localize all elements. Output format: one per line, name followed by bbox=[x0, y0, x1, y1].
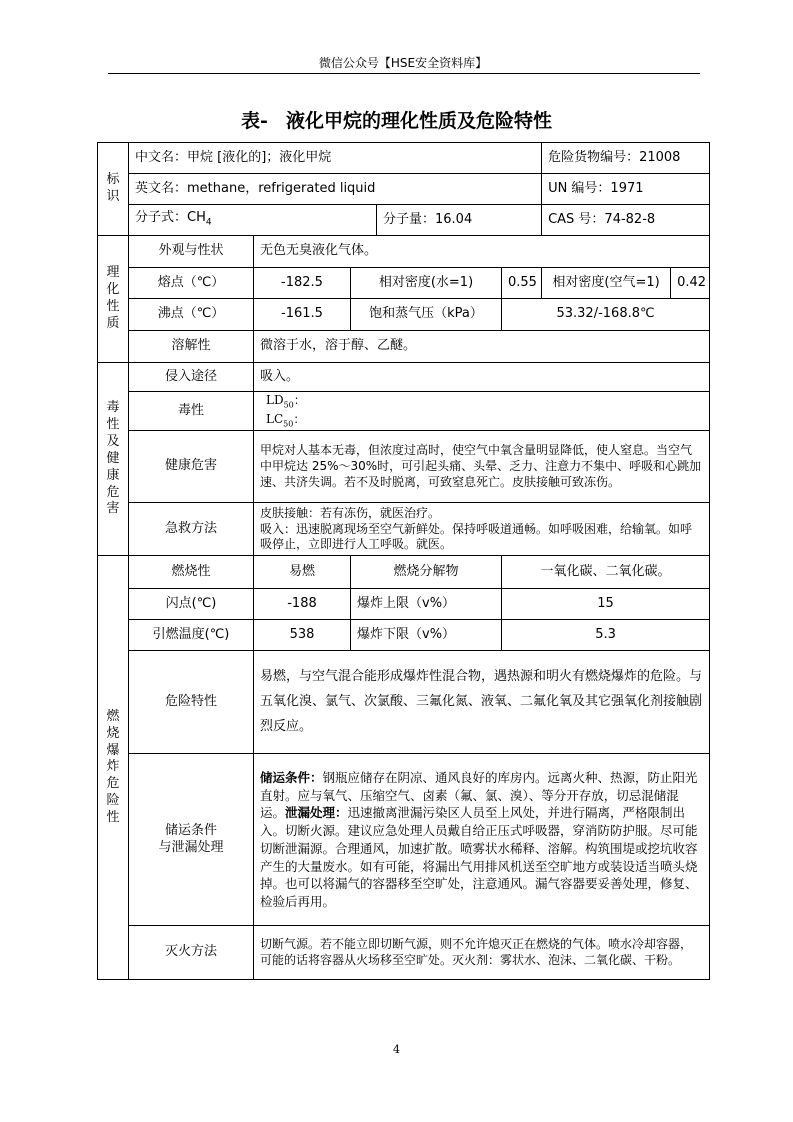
table-row bbox=[98, 556, 710, 589]
lel-label: 爆炸下限（v%） bbox=[351, 620, 502, 651]
table-row bbox=[98, 620, 710, 651]
solubility-value: 微溶于水，溶于醇、乙醚。 bbox=[254, 331, 710, 363]
group-identification: 标 识 bbox=[98, 143, 129, 236]
flammability-label: 燃烧性 bbox=[129, 556, 254, 589]
header-rule bbox=[108, 73, 700, 74]
title-text: 液化甲烷的理化性质及危险特性 bbox=[285, 110, 552, 132]
table-row bbox=[98, 205, 710, 236]
table-row bbox=[98, 143, 710, 174]
page-number: 4 bbox=[393, 1043, 400, 1056]
ld50-line: $LD_{50}$： bbox=[266, 393, 306, 410]
table-row bbox=[98, 926, 710, 980]
appearance-value: 无色无臭液化气体。 bbox=[254, 236, 710, 268]
ignition-value: 538 bbox=[254, 620, 351, 651]
boiling-value: -161.5 bbox=[254, 299, 351, 331]
table-row bbox=[98, 363, 710, 392]
uel-label: 爆炸上限（v%） bbox=[351, 589, 502, 620]
rel-density-air-value: 0.42 bbox=[671, 268, 710, 299]
molecular-weight: 分子量：16.04 bbox=[377, 205, 542, 236]
group-fire: 燃 烧 爆 炸 危 险 性 bbox=[98, 556, 129, 980]
health-value: 甲烷对人基本无毒，但浓度过高时，使空气中氧含量明显降低，使人窒息。当空气中甲烷达 25%～30%时，可引起头痛、头晕、乏力、注意力不集中、呼吸和心跳加速、共济失调。若不及时脱离，可致窒息死亡。皮肤接触可致冻伤。 bbox=[254, 431, 710, 503]
table-row bbox=[98, 331, 710, 363]
products-value: 一氧化碳、二氧化碳。 bbox=[502, 556, 710, 589]
route-value: 吸入。 bbox=[254, 363, 710, 392]
firstaid-label: 急救方法 bbox=[129, 503, 254, 556]
table-row bbox=[98, 651, 710, 754]
en-name: 英文名：methane，refrigerated liquid bbox=[129, 174, 542, 205]
flash-value: -188 bbox=[254, 589, 351, 620]
un-number: UN 编号：1971 bbox=[542, 174, 710, 205]
table-row bbox=[98, 299, 710, 331]
storage-value: 储运条件：钢瓶应储存在阴凉、通风良好的库房内。远离火种、热源，防止阳光直射。应与氧气、压缩空气、卤素（氟、氯、溴）、等分开存放，切忌混储混运。泄漏处理：迅速撤离泄漏污染区人员至上风处，并进行隔离，严格限制出入。切断火源。建议应急处理人员戴自给正压式呼吸器，穿消防防护服。尽可能切断泄漏源。合理通风，加速扩散。喷雾状水稀释、溶解。构筑围堤或挖坑收容产生的大量废水。如有可能，将漏出气用排风机送至空旷地方或装设适当喷头烧掉。也可以将漏气的容器移至空旷处，注意通风。漏气容器要妥善处理，修复、检验后再用。 bbox=[254, 754, 710, 926]
leak-head: 泄漏处理： bbox=[285, 805, 348, 821]
toxicity-value bbox=[254, 392, 710, 431]
melting-value: -182.5 bbox=[254, 268, 351, 299]
storage-head: 储运条件： bbox=[260, 769, 323, 785]
flash-label: 闪点(℃) bbox=[129, 589, 254, 620]
dg-number: 危险货物编号：21008 bbox=[542, 143, 710, 174]
group-toxicity: 毒 性 及 健 康 危 害 bbox=[98, 363, 129, 556]
rel-density-water-label: 相对密度(水=1) bbox=[351, 268, 502, 299]
boiling-label: 沸点（℃） bbox=[129, 299, 254, 331]
storage-label: 储运条件 与泄漏处理 bbox=[129, 754, 254, 926]
toxicity-label: 毒性 bbox=[129, 392, 254, 431]
table-row bbox=[98, 392, 710, 431]
appearance-label: 外观与性状 bbox=[129, 236, 254, 268]
table-row bbox=[98, 174, 710, 205]
flammability-value: 易燃 bbox=[254, 556, 351, 589]
page-header: 微信公众号【HSE安全资料库】 bbox=[318, 56, 488, 70]
table-row bbox=[98, 431, 710, 503]
vapor-value: 53.32/-168.8℃ bbox=[502, 299, 710, 331]
group-physchem: 理 化 性 质 bbox=[98, 236, 129, 363]
vapor-label: 饱和蒸气压（kPa） bbox=[351, 299, 502, 331]
rel-density-air-label: 相对密度(空气=1) bbox=[542, 268, 671, 299]
document-title bbox=[0, 106, 793, 133]
solubility-label: 溶解性 bbox=[129, 331, 254, 363]
extinguish-value: 切断气源。若不能立即切断气源，则不允许熄灭正在燃烧的气体。喷水冷却容器，可能的话将容器从火场移至空旷处。灭火剂：雾状水、泡沫、二氧化碳、干粉。 bbox=[254, 926, 710, 980]
hazard-value: 易燃，与空气混合能形成爆炸性混合物，遇热源和明火有燃烧爆炸的危险。与五氧化溴、氯气、次氯酸、三氟化氮、液氧、二氟化氧及其它强氧化剂接触剧烈反应。 bbox=[254, 651, 710, 754]
lc50-line: $LC_{50}$： bbox=[266, 412, 306, 429]
title-prefix: 表- bbox=[241, 110, 268, 132]
table-row bbox=[98, 503, 710, 556]
formula: 分子式：$CH_4$ bbox=[129, 205, 377, 236]
products-label: 燃烧分解物 bbox=[351, 556, 502, 589]
table-row bbox=[98, 589, 710, 620]
melting-label: 熔点（℃） bbox=[129, 268, 254, 299]
ignition-label: 引燃温度(℃) bbox=[129, 620, 254, 651]
property-table bbox=[97, 142, 710, 980]
uel-value: 15 bbox=[502, 589, 710, 620]
firstaid-value: 皮肤接触：若有冻伤，就医治疗。 吸入：迅速脱离现场至空气新鲜处。保持呼吸道通畅。如呼吸困难，给输氧。如呼吸停止，立即进行人工呼吸。就医。 bbox=[254, 503, 710, 556]
lel-value: 5.3 bbox=[502, 620, 710, 651]
cn-name: 中文名：甲烷 [液化的]；液化甲烷 bbox=[129, 143, 542, 174]
table-row bbox=[98, 268, 710, 299]
table-row bbox=[98, 236, 710, 268]
extinguish-label: 灭火方法 bbox=[129, 926, 254, 980]
cas-number: CAS 号：74-82-8 bbox=[542, 205, 710, 236]
health-label: 健康危害 bbox=[129, 431, 254, 503]
hazard-label: 危险特性 bbox=[129, 651, 254, 754]
rel-density-water-value: 0.55 bbox=[502, 268, 542, 299]
table-row bbox=[98, 754, 710, 926]
route-label: 侵入途径 bbox=[129, 363, 254, 392]
